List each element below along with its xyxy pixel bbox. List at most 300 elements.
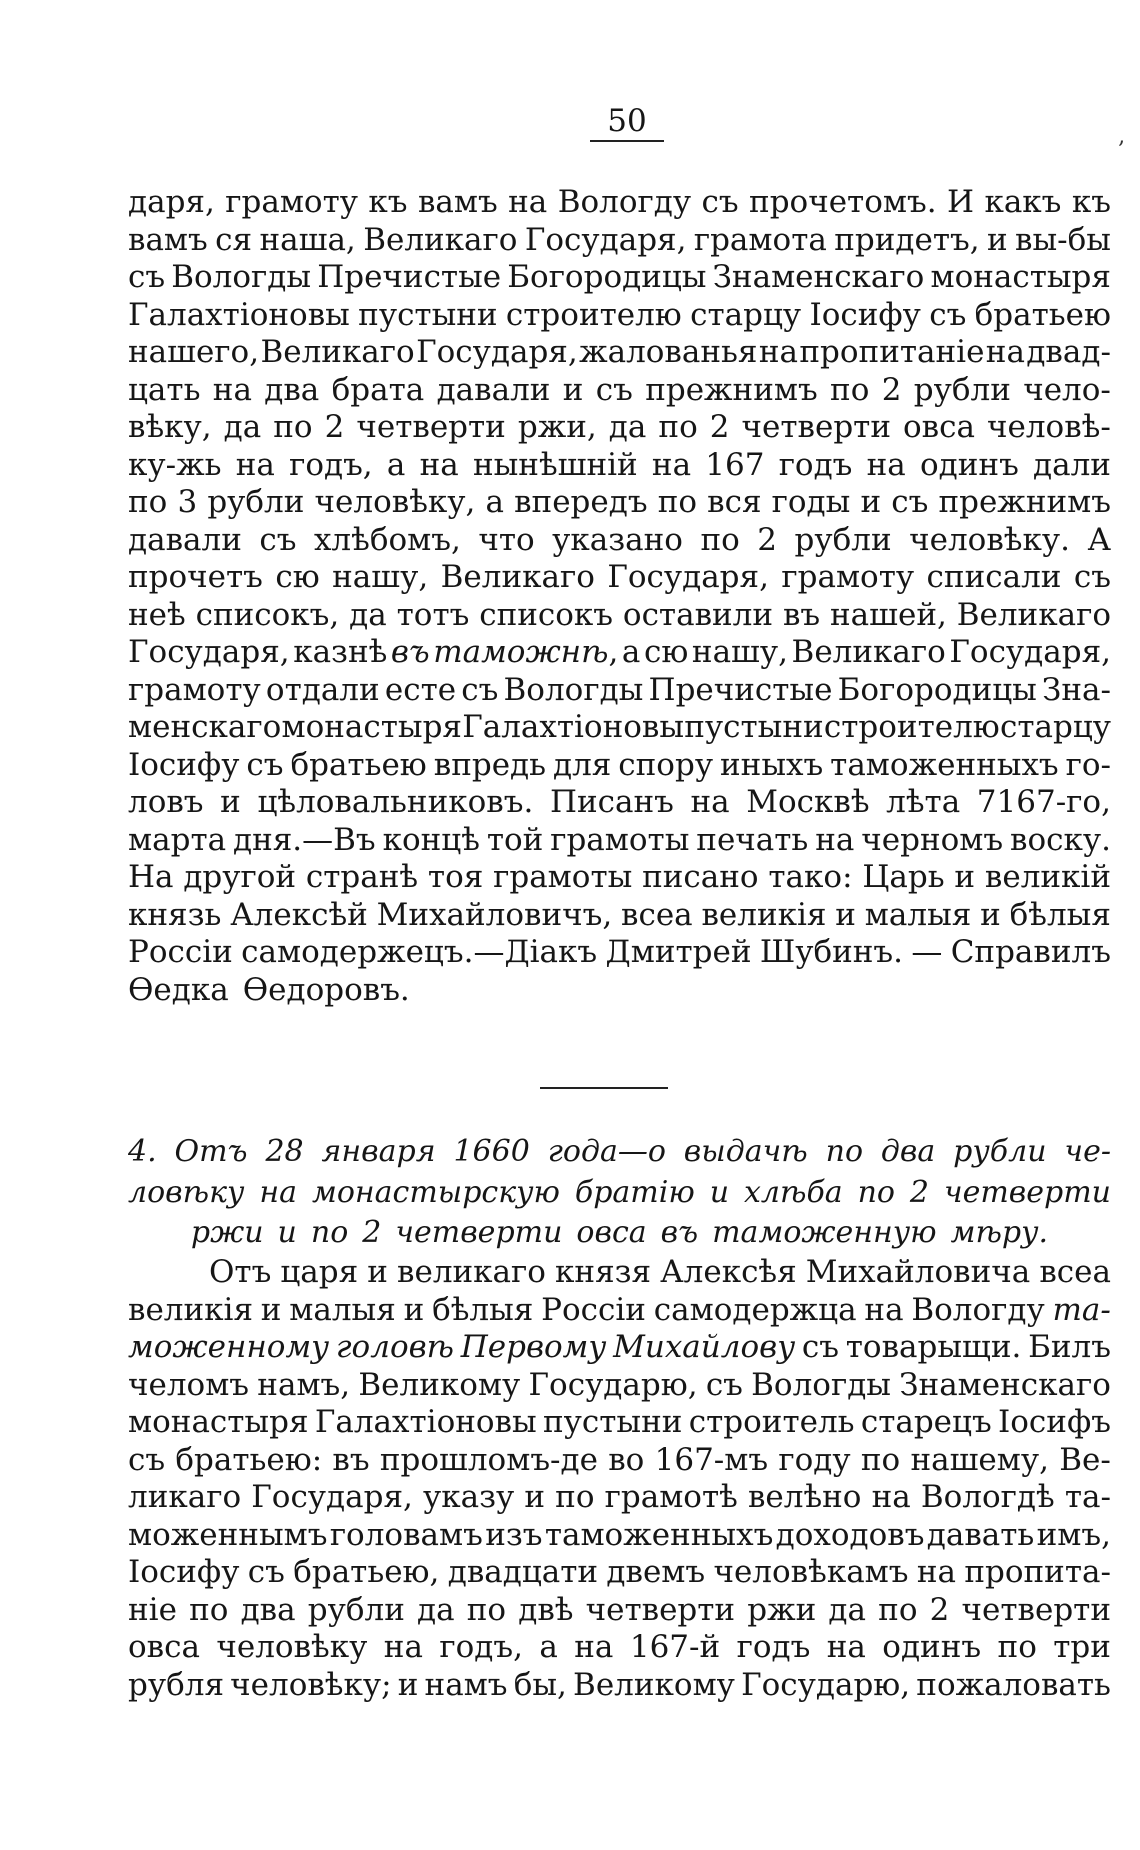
- word: съ: [1073, 559, 1111, 595]
- word: Богородицы: [507, 259, 707, 295]
- word: пропитаніе: [799, 334, 985, 370]
- word: съ: [247, 1554, 285, 1590]
- word: нашу,: [691, 634, 788, 670]
- word: тоя: [427, 859, 484, 895]
- word: рубля: [128, 1666, 224, 1703]
- word: къ: [1071, 184, 1111, 220]
- word: четверти: [395, 1215, 563, 1250]
- text-line: [128, 1404, 1111, 1442]
- word: Великаго: [440, 559, 595, 595]
- word: 167-й: [629, 1629, 721, 1665]
- word: на: [815, 821, 855, 858]
- word: 2: [324, 409, 345, 445]
- word: князя: [555, 1254, 652, 1290]
- word: съ: [801, 1329, 840, 1365]
- word: давали: [128, 521, 242, 558]
- word: Алексѣй: [230, 896, 368, 933]
- word: ніе: [128, 1591, 177, 1628]
- word: прежнимъ: [938, 484, 1111, 520]
- word: годъ: [778, 446, 853, 483]
- word: 7167-го,: [976, 784, 1111, 820]
- word: овса: [903, 409, 975, 445]
- word: че-: [1064, 1134, 1111, 1169]
- word: 2: [757, 521, 778, 558]
- word: овса: [576, 1215, 647, 1250]
- word: по: [700, 521, 740, 558]
- word: вѣку,: [128, 409, 212, 445]
- word: грамоты: [550, 821, 690, 858]
- text-line: [128, 1329, 1111, 1367]
- word: Россіи: [128, 934, 233, 970]
- word: на: [690, 784, 730, 820]
- word: жалованья: [579, 334, 758, 370]
- word: братьею: [974, 296, 1111, 333]
- word: по: [466, 1591, 507, 1628]
- word: овса: [128, 1629, 200, 1665]
- word: Шубинъ.: [759, 934, 904, 970]
- word: Галахтіоновы: [462, 709, 685, 745]
- word: а: [539, 1629, 558, 1665]
- word: Государя,: [416, 334, 578, 370]
- word: братьею:: [175, 1441, 323, 1478]
- word: человѣку.: [909, 521, 1070, 558]
- word: по: [825, 1134, 864, 1169]
- word: хлѣбомъ,: [313, 521, 461, 558]
- word: ликаго: [128, 1479, 242, 1515]
- text-line: [128, 597, 1111, 635]
- word: мѣру.: [950, 1215, 1049, 1250]
- word: два: [264, 371, 320, 408]
- text-line: [128, 259, 1111, 297]
- word: Знаменскаго: [712, 259, 925, 295]
- word: старцу: [999, 709, 1111, 745]
- word: человѣку,: [314, 484, 476, 520]
- word: Россіи: [541, 1291, 646, 1328]
- word: бы,: [513, 1666, 567, 1703]
- word: таможенныхъ: [544, 1516, 774, 1553]
- word: строителю: [823, 709, 1000, 745]
- word: сю: [643, 634, 689, 670]
- text-line: [128, 859, 1111, 897]
- word: какъ: [984, 184, 1062, 220]
- word: Іосифу: [128, 1554, 240, 1590]
- word: году: [778, 1441, 851, 1478]
- word: Алексѣя: [660, 1254, 797, 1290]
- word: ржи,: [517, 409, 597, 445]
- word: тако:: [768, 859, 853, 895]
- word: всеа: [1039, 1254, 1111, 1290]
- word: малыя: [864, 896, 972, 933]
- word: двемъ: [606, 1554, 706, 1590]
- word: нашу,: [332, 559, 429, 595]
- word: монастыря: [281, 709, 462, 745]
- word: на: [864, 1291, 904, 1328]
- word: по: [310, 1215, 349, 1250]
- document-heading: [128, 1132, 1111, 1254]
- text-line: [128, 897, 1111, 935]
- word: та-: [1064, 1479, 1111, 1515]
- word: прежнимъ: [645, 371, 818, 408]
- word: января: [321, 1134, 436, 1169]
- word: товарыщи.: [845, 1329, 1022, 1365]
- section-divider: [540, 1087, 668, 1089]
- word: братьею,: [293, 1554, 440, 1590]
- word: на: [383, 1629, 423, 1665]
- word: на: [871, 1479, 911, 1515]
- word: и: [397, 1666, 419, 1703]
- word: дали: [1033, 446, 1111, 483]
- word: двѣ: [518, 1591, 574, 1628]
- word: 167: [705, 446, 765, 483]
- text-line: [128, 1667, 1111, 1705]
- word: сю: [275, 559, 320, 595]
- word: —: [911, 934, 943, 970]
- word: человѣку: [216, 1629, 368, 1665]
- word: братію: [574, 1174, 695, 1210]
- word: Знаменскаго: [899, 1366, 1111, 1403]
- word: и: [860, 484, 882, 520]
- word: и: [260, 1291, 282, 1328]
- word: два: [240, 1591, 296, 1628]
- word: брата: [331, 371, 425, 408]
- word: пустыни: [543, 1404, 683, 1440]
- word: на: [508, 184, 548, 220]
- word: на: [758, 334, 798, 370]
- word: съ: [128, 259, 166, 295]
- text-line: [128, 1592, 1111, 1630]
- word: съ: [128, 1441, 166, 1478]
- word: и: [709, 1174, 730, 1210]
- word: Іосифу: [809, 296, 921, 333]
- word: и: [367, 1254, 388, 1290]
- word: дня.—Въ: [232, 821, 376, 858]
- word: а: [386, 446, 406, 483]
- word: Михайлову: [613, 1329, 796, 1365]
- text-line: [128, 522, 1111, 560]
- word: ку-жь: [128, 446, 222, 483]
- word: другой: [183, 859, 297, 895]
- word: Государя,: [251, 1479, 413, 1515]
- page-number: 50: [590, 104, 664, 142]
- word: 2: [362, 1215, 382, 1250]
- word: Дмитрей: [605, 934, 752, 970]
- word: 3: [177, 484, 198, 520]
- word: на: [826, 1629, 866, 1665]
- word: ржи: [747, 1591, 817, 1628]
- word: и: [986, 221, 1008, 258]
- word: черномъ: [861, 821, 1004, 858]
- word: по: [878, 1591, 918, 1628]
- text-line: [128, 1629, 1111, 1667]
- word: Государю,: [528, 1366, 698, 1403]
- word: пожаловать: [916, 1666, 1111, 1703]
- text-line: [128, 822, 1111, 860]
- text-line: [128, 1292, 1111, 1330]
- word: прошломъ-де: [379, 1441, 598, 1478]
- word: съ: [259, 521, 297, 558]
- word: Государя,: [949, 634, 1111, 670]
- word: Первому: [460, 1329, 607, 1365]
- word: Ве-: [1059, 1441, 1111, 1478]
- word: а: [485, 484, 504, 520]
- word: въ: [390, 634, 430, 670]
- word: царя: [280, 1254, 359, 1290]
- word: 2: [709, 409, 730, 445]
- word: Царь: [862, 859, 945, 895]
- text-line: [128, 672, 1111, 710]
- word: человѣку;: [230, 1666, 392, 1703]
- word: Пречистые: [317, 259, 502, 295]
- word: строитель: [688, 1404, 855, 1440]
- word: человѣкамъ: [713, 1554, 909, 1590]
- word: 1660: [453, 1134, 530, 1169]
- word: иныхъ: [720, 746, 824, 783]
- word: на: [235, 446, 275, 483]
- word: по: [857, 1174, 895, 1210]
- word: великій: [984, 859, 1111, 895]
- text-line: [128, 1173, 1111, 1214]
- word: вы-бы: [1015, 221, 1111, 258]
- word: въ: [660, 1215, 699, 1250]
- word: и: [524, 1479, 546, 1515]
- word: монастыря: [128, 1404, 309, 1440]
- word: рубли: [307, 1591, 405, 1628]
- word: изъ: [485, 1516, 543, 1553]
- word: Пречистые: [648, 671, 833, 708]
- word: чело-: [1023, 371, 1111, 408]
- word: прочетомъ.: [749, 184, 937, 220]
- word: А: [1087, 521, 1111, 558]
- word: нашему,: [910, 1441, 1049, 1478]
- text-line: [128, 1254, 1111, 1292]
- word: Отъ: [174, 1134, 248, 1169]
- word: Зна-: [1042, 671, 1111, 708]
- word: съ: [705, 1366, 743, 1403]
- word: малыя: [289, 1291, 396, 1328]
- word: съ: [595, 371, 633, 408]
- word: списокъ,: [195, 596, 340, 633]
- word: ся: [215, 221, 253, 258]
- word: выдачѣ: [683, 1134, 808, 1169]
- word: грамоты: [493, 859, 633, 895]
- word: таможенныхъ: [830, 746, 1059, 783]
- word: самодержецъ.—Діакъ: [241, 934, 598, 970]
- word: Писанъ: [549, 784, 674, 820]
- word: списали: [926, 559, 1062, 595]
- word: Богородицы: [837, 671, 1037, 708]
- word: во: [608, 1441, 645, 1478]
- word: Справилъ: [950, 934, 1111, 970]
- word: той: [486, 821, 544, 858]
- word: печать: [696, 821, 809, 858]
- word: по: [657, 484, 698, 520]
- word: что: [478, 521, 535, 558]
- word: годъ: [736, 1629, 811, 1665]
- text-line: [128, 634, 1111, 672]
- word: 2: [929, 1591, 950, 1628]
- word: одинъ: [882, 1629, 982, 1665]
- word: Галахтіоновы: [128, 296, 350, 333]
- word: двадцати: [447, 1554, 599, 1590]
- word: рубли: [953, 1134, 1047, 1169]
- word: великія: [128, 1291, 253, 1328]
- word: И: [946, 184, 975, 220]
- word: доходовъ: [775, 1516, 925, 1553]
- word: старцу: [690, 296, 802, 333]
- text-line: [128, 1367, 1111, 1405]
- word: челомъ: [128, 1366, 250, 1403]
- word: таможенную: [712, 1215, 937, 1250]
- word: таможнѣ,: [433, 634, 619, 670]
- word: бѣлыя: [432, 1291, 534, 1328]
- word: есте: [384, 671, 457, 708]
- word: Билъ: [1028, 1329, 1111, 1365]
- word: ловѣку: [128, 1174, 245, 1210]
- word: нашего,: [128, 334, 260, 370]
- word: въ: [332, 1441, 370, 1478]
- word: четверти: [961, 1591, 1111, 1628]
- word: три: [1053, 1629, 1111, 1665]
- word: Москвѣ: [746, 784, 870, 820]
- word: намъ,: [257, 1366, 351, 1403]
- word: Іосифъ: [998, 1404, 1111, 1440]
- word: 167-мъ: [654, 1441, 769, 1478]
- word: На: [128, 859, 174, 895]
- word: Великаго: [260, 334, 415, 370]
- word: великія: [701, 896, 827, 933]
- word: придетъ,: [834, 221, 980, 258]
- word: писано: [642, 859, 759, 895]
- word: казнѣ: [293, 634, 388, 670]
- word: цать: [128, 371, 201, 408]
- document-body: [128, 1254, 1111, 1704]
- text-line: [128, 934, 1111, 972]
- word: старецъ: [860, 1404, 992, 1440]
- text-line: [128, 484, 1111, 522]
- word: концѣ: [382, 821, 480, 858]
- word: четверти: [943, 1174, 1111, 1210]
- word: отдали: [265, 671, 380, 708]
- word: строителю: [505, 296, 682, 333]
- word: грамотѣ: [604, 1479, 738, 1515]
- word: воску.: [1010, 821, 1111, 858]
- word: и: [954, 859, 976, 895]
- word: рубли: [207, 484, 305, 520]
- text-line: [128, 409, 1111, 447]
- word: головамъ: [329, 1516, 483, 1553]
- word: одинъ: [920, 446, 1019, 483]
- word: марта: [128, 821, 227, 858]
- word: впредь: [433, 746, 547, 783]
- word: хлѣба: [743, 1174, 843, 1210]
- text-line: [128, 372, 1111, 410]
- word: годъ,: [439, 1629, 523, 1665]
- word: да: [828, 1591, 866, 1628]
- word: монастырскую: [311, 1174, 560, 1210]
- word: на: [985, 334, 1025, 370]
- word: по: [273, 409, 313, 445]
- word: на: [259, 1174, 298, 1210]
- word: менскаго: [128, 709, 282, 745]
- word: на: [212, 371, 252, 408]
- paragraph-continued: [128, 184, 1111, 1009]
- word: моженнымъ: [128, 1516, 328, 1553]
- word: Михайловичъ,: [376, 896, 613, 933]
- word: и: [980, 896, 1001, 933]
- word: Великому: [573, 1666, 735, 1703]
- text-line: [128, 1132, 1111, 1173]
- word: Государю,: [741, 1666, 911, 1703]
- word: пустыни: [684, 709, 824, 745]
- word: Отъ: [209, 1254, 272, 1290]
- word: списокъ: [479, 596, 614, 633]
- word: вся: [707, 484, 762, 520]
- word: для: [552, 746, 612, 783]
- word: бѣлыя: [1009, 896, 1111, 933]
- text-line: [128, 334, 1111, 372]
- word: 4.: [128, 1134, 157, 1169]
- word: человѣ-: [987, 409, 1111, 445]
- word: моженному: [128, 1329, 330, 1365]
- word: Государя,: [607, 559, 769, 595]
- word: съ: [246, 746, 284, 783]
- word: Галахтіоновы: [314, 1404, 537, 1440]
- word: Вологды: [503, 671, 644, 708]
- word: съ: [701, 184, 739, 220]
- text-line: [128, 1517, 1111, 1555]
- word: лѣта: [886, 784, 961, 820]
- word: ржи: [190, 1215, 264, 1250]
- word: по: [555, 1479, 595, 1515]
- text-line: [128, 184, 1111, 222]
- word: грамоту: [128, 671, 261, 708]
- word: на: [419, 446, 459, 483]
- word: головѣ: [335, 1329, 455, 1365]
- text-line: [128, 1442, 1111, 1480]
- word: грамоту: [781, 559, 915, 595]
- word: на: [651, 446, 692, 483]
- word: намъ: [424, 1666, 508, 1703]
- word: 28: [265, 1134, 304, 1169]
- word: четверти: [356, 409, 506, 445]
- word: Ѳедка: [128, 971, 229, 1008]
- text-line: [128, 709, 1111, 747]
- text-line: [128, 222, 1111, 260]
- word: и: [277, 1215, 297, 1250]
- word: по: [189, 1591, 229, 1628]
- word: Великаго: [956, 596, 1111, 633]
- word: братьею: [290, 746, 427, 783]
- word: Государя,: [128, 634, 290, 670]
- word: давали: [436, 371, 551, 408]
- word: съ: [929, 296, 967, 333]
- text-line: [128, 1213, 1111, 1254]
- word: Вологды: [171, 259, 312, 295]
- word: по: [830, 371, 870, 408]
- word: въ: [782, 596, 821, 633]
- word: къ: [368, 184, 408, 220]
- word: спору: [618, 746, 714, 783]
- word: давать: [926, 1516, 1035, 1553]
- word: четверти: [741, 409, 891, 445]
- word: Государя,: [524, 221, 687, 258]
- word: два: [880, 1134, 936, 1169]
- word: а: [621, 634, 641, 670]
- word: монастыря: [930, 259, 1111, 295]
- word: годъ,: [289, 446, 373, 483]
- word: Вологдѣ: [920, 1479, 1055, 1515]
- word: прочетъ: [128, 559, 263, 595]
